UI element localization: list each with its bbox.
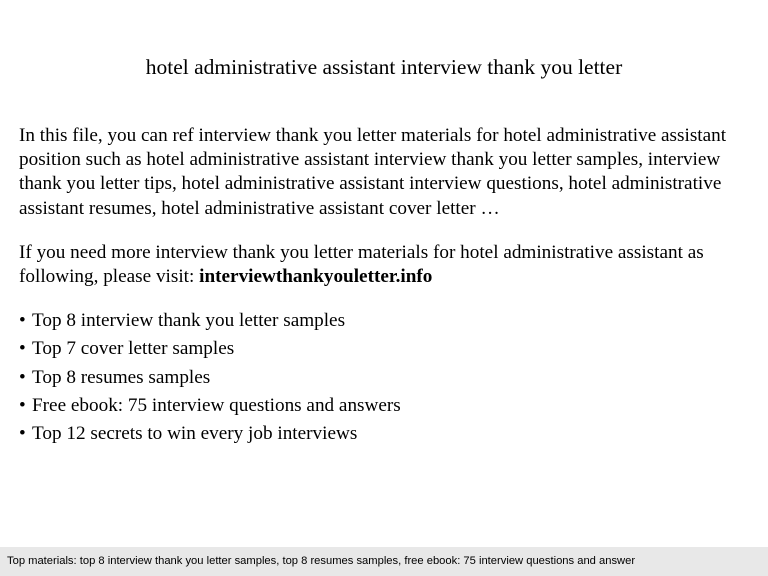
- bullet-icon: •: [19, 366, 26, 388]
- list-item: [19, 309, 759, 333]
- site-link[interactable]: interviewthankyouletter.info: [199, 266, 433, 288]
- more-info-paragraph: [19, 241, 759, 289]
- list-item-text: Top 12 secrets to win every job interviews: [32, 423, 358, 445]
- bullet-list: [19, 309, 759, 446]
- bullet-icon: •: [19, 423, 26, 445]
- list-item-text: Free ebook: 75 interview questions and answers: [32, 394, 401, 416]
- bullet-icon: •: [19, 394, 26, 416]
- list-item-text: Top 8 resumes samples: [32, 366, 211, 388]
- footer-bar: [0, 547, 768, 576]
- page-title: hotel administrative assistant interview thank you letter: [145, 55, 623, 79]
- slide-body: [19, 124, 759, 450]
- footer-text: Top materials: top 8 interview thank you letter samples, top 8 resumes samples, free ebook: 75 interview questions and answer: [7, 555, 636, 567]
- list-item-text: Top 8 interview thank you letter samples: [32, 310, 346, 332]
- bullet-icon: •: [19, 338, 26, 360]
- list-item-text: Top 7 cover letter samples: [32, 338, 235, 360]
- intro-paragraph: In this file, you can ref interview thank you letter materials for hotel administrative assistant position such as hotel administrative assistant interview thank you letter samples, interview thank you letter tips, hotel administrative assistant interview questions, hotel administrative assistant resumes, hotel administrative assistant cover letter …: [19, 125, 727, 219]
- bullet-icon: •: [19, 310, 26, 332]
- list-item: [19, 394, 759, 418]
- list-item: [19, 422, 759, 446]
- more-info-text: If you need more interview thank you letter materials for hotel administrative assistant as following, please visit:: [19, 241, 704, 288]
- list-item: [19, 337, 759, 361]
- list-item: [19, 366, 759, 390]
